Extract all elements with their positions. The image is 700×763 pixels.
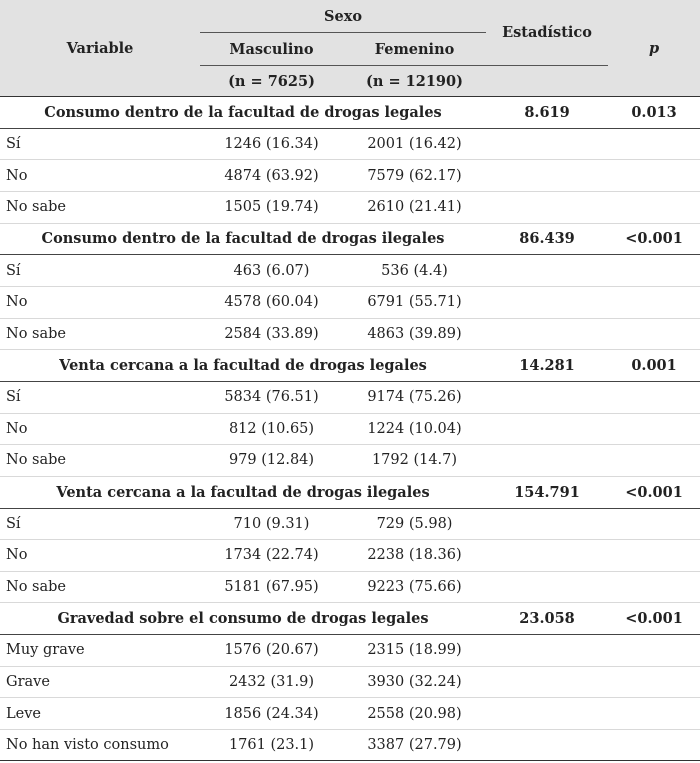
empty-cell	[486, 666, 608, 698]
row-label: Sí	[0, 128, 200, 160]
femenino-value: 9174 (75.26)	[343, 381, 486, 413]
femenino-value: 729 (5.98)	[343, 508, 486, 540]
row-label: No sabe	[0, 191, 200, 223]
femenino-value: 3930 (32.24)	[343, 666, 486, 698]
empty-cell	[486, 635, 608, 667]
sexo-header: Sexo	[200, 0, 486, 33]
section-title: Venta cercana a la facultad de drogas ilegales	[0, 476, 486, 508]
table-row	[0, 160, 700, 192]
empty-cell	[608, 160, 700, 192]
femenino-n: (n = 12190)	[343, 66, 486, 97]
estadistico-header: Estadístico	[486, 0, 608, 66]
masculino-value: 463 (6.07)	[200, 255, 343, 287]
masculino-value: 1576 (20.67)	[200, 635, 343, 667]
empty-cell	[486, 381, 608, 413]
femenino-value: 6791 (55.71)	[343, 286, 486, 318]
femenino-value: 1792 (14.7)	[343, 445, 486, 477]
section-statistic: 8.619	[486, 97, 608, 129]
table-row	[0, 508, 700, 540]
table-header	[0, 0, 700, 97]
empty-cell	[486, 191, 608, 223]
section-p-value: <0.001	[608, 476, 700, 508]
empty-cell	[608, 729, 700, 761]
section-title: Gravedad sobre el consumo de drogas legales	[0, 603, 486, 635]
femenino-value: 1224 (10.04)	[343, 413, 486, 445]
femenino-value: 9223 (75.66)	[343, 571, 486, 603]
empty-cell	[608, 508, 700, 540]
femenino-value: 2315 (18.99)	[343, 635, 486, 667]
masculino-value: 1246 (16.34)	[200, 128, 343, 160]
empty-cell	[486, 413, 608, 445]
femenino-header: Femenino	[343, 33, 486, 66]
section-p-value: 0.001	[608, 350, 700, 382]
masculino-header: Masculino	[200, 33, 343, 66]
masculino-value: 1761 (23.1)	[200, 729, 343, 761]
table-row	[0, 381, 700, 413]
table-row	[0, 191, 700, 223]
section-statistic: 154.791	[486, 476, 608, 508]
table-row	[0, 318, 700, 350]
empty-cell	[608, 191, 700, 223]
empty-cell	[608, 381, 700, 413]
section-header-row	[0, 476, 700, 508]
masculino-value: 2584 (33.89)	[200, 318, 343, 350]
section-header-row	[0, 350, 700, 382]
table-row	[0, 540, 700, 572]
masculino-value: 1505 (19.74)	[200, 191, 343, 223]
masculino-value: 979 (12.84)	[200, 445, 343, 477]
row-label: No	[0, 540, 200, 572]
table-row	[0, 413, 700, 445]
section-header-row	[0, 603, 700, 635]
section-p-value: <0.001	[608, 603, 700, 635]
femenino-value: 536 (4.4)	[343, 255, 486, 287]
masculino-value: 1856 (24.34)	[200, 698, 343, 730]
empty-cell	[608, 666, 700, 698]
section-title: Consumo dentro de la facultad de drogas ilegales	[0, 223, 486, 255]
row-label: No han visto consumo	[0, 729, 200, 761]
table-row	[0, 698, 700, 730]
row-label: Muy grave	[0, 635, 200, 667]
empty-cell	[486, 698, 608, 730]
empty-cell	[608, 128, 700, 160]
masculino-value: 4874 (63.92)	[200, 160, 343, 192]
empty-cell	[608, 286, 700, 318]
table-row	[0, 635, 700, 667]
section-statistic: 86.439	[486, 223, 608, 255]
femenino-value: 2238 (18.36)	[343, 540, 486, 572]
row-label: Sí	[0, 381, 200, 413]
masculino-value: 4578 (60.04)	[200, 286, 343, 318]
masculino-value: 710 (9.31)	[200, 508, 343, 540]
masculino-n: (n = 7625)	[200, 66, 343, 97]
femenino-value: 7579 (62.17)	[343, 160, 486, 192]
row-label: Grave	[0, 666, 200, 698]
masculino-value: 2432 (31.9)	[200, 666, 343, 698]
empty-cell	[608, 413, 700, 445]
table-body	[0, 97, 700, 761]
estadistico-spacer	[486, 66, 608, 97]
femenino-value: 2558 (20.98)	[343, 698, 486, 730]
masculino-value: 1734 (22.74)	[200, 540, 343, 572]
section-header-row	[0, 223, 700, 255]
empty-cell	[608, 255, 700, 287]
p-header: p	[608, 0, 700, 97]
section-p-value: <0.001	[608, 223, 700, 255]
row-label: No sabe	[0, 571, 200, 603]
femenino-value: 3387 (27.79)	[343, 729, 486, 761]
femenino-value: 4863 (39.89)	[343, 318, 486, 350]
row-label: No	[0, 286, 200, 318]
section-title: Consumo dentro de la facultad de drogas legales	[0, 97, 486, 129]
row-label: No sabe	[0, 445, 200, 477]
row-label: No sabe	[0, 318, 200, 350]
masculino-value: 5834 (76.51)	[200, 381, 343, 413]
section-statistic: 23.058	[486, 603, 608, 635]
masculino-value: 812 (10.65)	[200, 413, 343, 445]
section-title: Venta cercana a la facultad de drogas legales	[0, 350, 486, 382]
table-row	[0, 255, 700, 287]
row-label: No	[0, 160, 200, 192]
masculino-value: 5181 (67.95)	[200, 571, 343, 603]
table-row	[0, 571, 700, 603]
row-label: Sí	[0, 508, 200, 540]
variable-header: Variable	[0, 0, 200, 97]
section-statistic: 14.281	[486, 350, 608, 382]
table-row	[0, 666, 700, 698]
row-label: No	[0, 413, 200, 445]
empty-cell	[608, 318, 700, 350]
femenino-value: 2610 (21.41)	[343, 191, 486, 223]
empty-cell	[486, 128, 608, 160]
table-row	[0, 445, 700, 477]
empty-cell	[608, 540, 700, 572]
empty-cell	[486, 540, 608, 572]
empty-cell	[486, 160, 608, 192]
empty-cell	[486, 571, 608, 603]
row-label: Sí	[0, 255, 200, 287]
empty-cell	[486, 255, 608, 287]
femenino-value: 2001 (16.42)	[343, 128, 486, 160]
table-row	[0, 286, 700, 318]
section-header-row	[0, 97, 700, 129]
empty-cell	[486, 729, 608, 761]
empty-cell	[486, 318, 608, 350]
empty-cell	[608, 635, 700, 667]
empty-cell	[486, 508, 608, 540]
row-label: Leve	[0, 698, 200, 730]
empty-cell	[608, 445, 700, 477]
table-row	[0, 128, 700, 160]
section-p-value: 0.013	[608, 97, 700, 129]
table-row	[0, 729, 700, 761]
empty-cell	[608, 698, 700, 730]
empty-cell	[608, 571, 700, 603]
empty-cell	[486, 286, 608, 318]
empty-cell	[486, 445, 608, 477]
